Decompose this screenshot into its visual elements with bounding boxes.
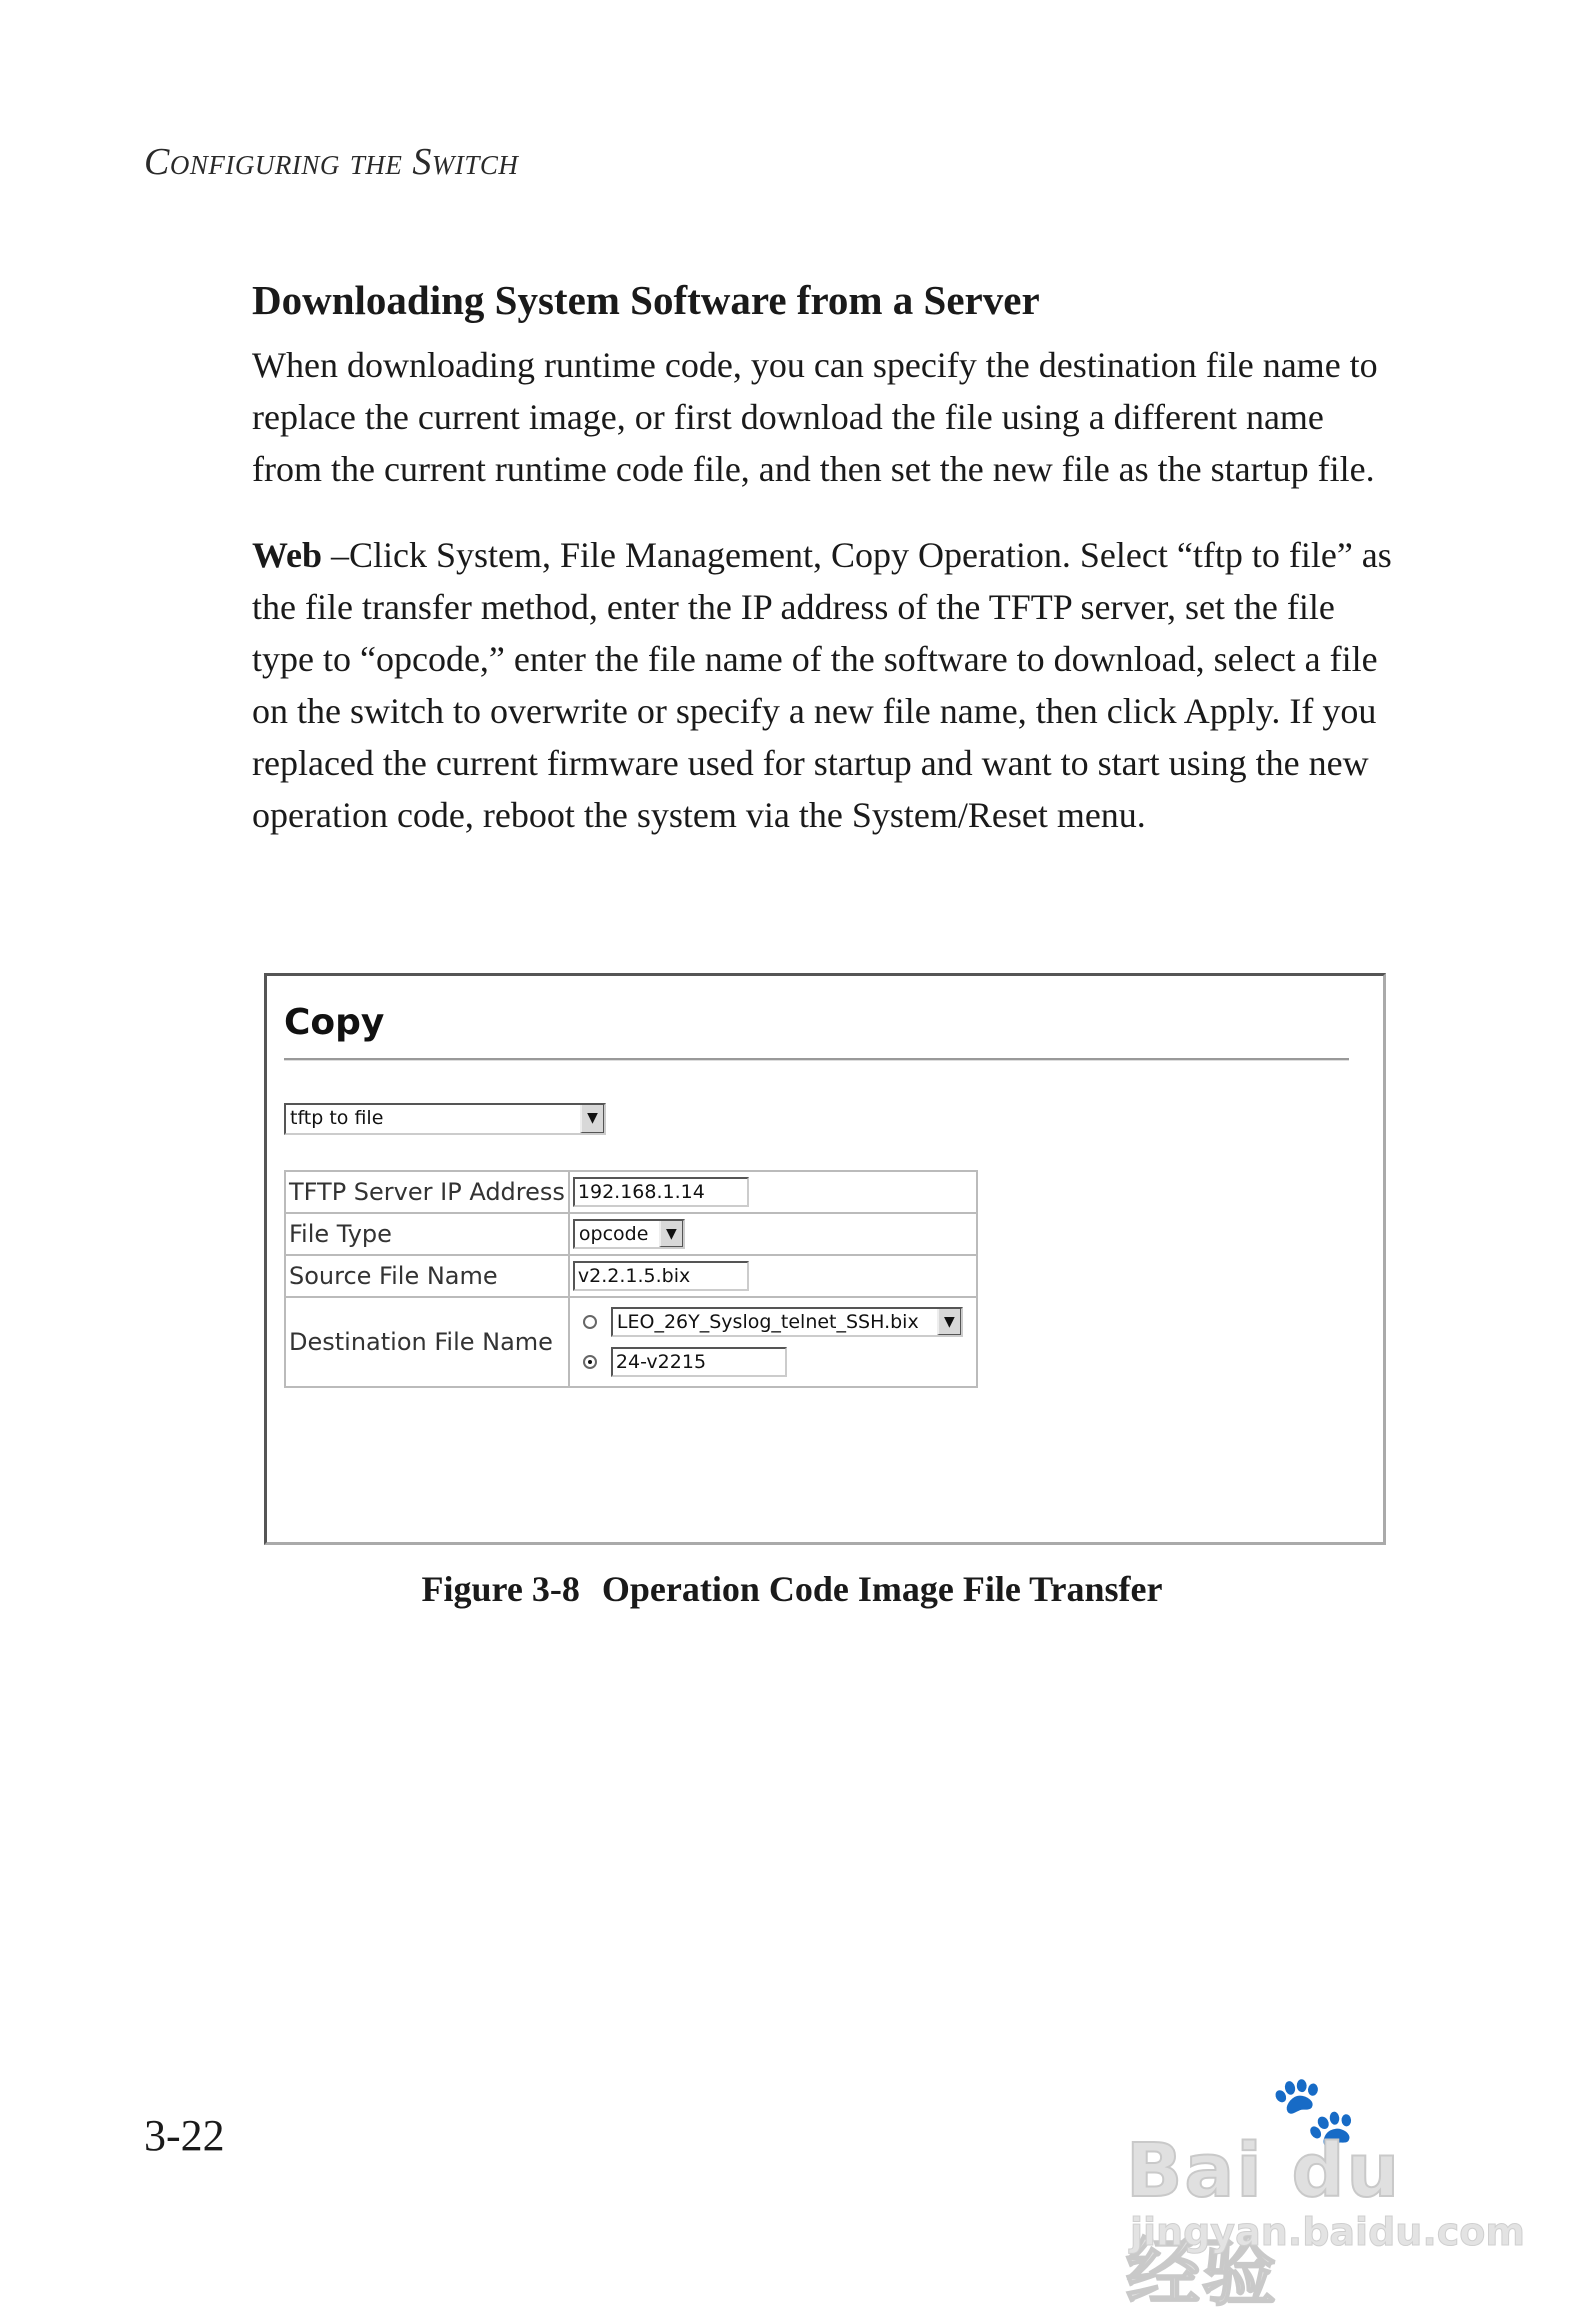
chevron-down-icon: ▼ [580,1105,604,1133]
watermark-site: jingyan.baidu.com [1130,2210,1525,2254]
copy-method-value: tftp to file [290,1107,384,1129]
dest-new-input[interactable]: 24-v2215 [611,1347,787,1377]
dest-existing-select[interactable] [611,1307,963,1337]
source-file-label: Source File Name [285,1255,569,1297]
intro-paragraph: When downloading runtime code, you can specify the destination file name to replace the current image, or first download the file using a different name from the current runtime code file, and then set the new file as the startup file. [252,345,1378,490]
table-row [285,1297,977,1387]
title-divider [284,1058,1349,1061]
source-file-input[interactable]: v2.2.1.5.bix [573,1261,749,1291]
running-head: Configuring the Switch [144,141,519,183]
tftp-server-input[interactable]: 192.168.1.14 [573,1177,749,1207]
dest-existing-value: LEO_26Y_Syslog_telnet_SSH.bix [616,1311,919,1333]
destination-file-label: Destination File Name [285,1297,569,1387]
main-content [252,276,1402,841]
figure-title: Copy [284,1002,385,1043]
web-instructions: –Click System, File Management, Copy Operation. Select “tftp to file” as the file transfer method, enter the IP address of the TFTP server, set the file type to “opcode,” enter the file name of the software to download, select a file on the switch to overwrite or specify a new file name, then click Apply. If you replaced the current firmware used for startup and want to start using the new operation code, reboot the system via the System/Reset menu. [252,535,1392,836]
figure-caption [0,1568,1584,1610]
source-file-cell [569,1255,977,1297]
tftp-server-label: TFTP Server IP Address [285,1171,569,1213]
file-type-value: opcode [578,1223,649,1245]
copy-fields-table [284,1170,978,1388]
watermark-brand: Bai du 经验 [1126,2128,1402,2316]
chevron-down-icon: ▼ [937,1309,961,1335]
file-type-label: File Type [285,1213,569,1255]
chevron-down-icon: ▼ [659,1221,683,1247]
table-row [285,1255,977,1297]
dest-new-radio[interactable] [583,1355,597,1369]
baidu-watermark [1120,2070,1525,2316]
dest-existing-radio[interactable] [583,1315,597,1329]
table-row [285,1171,977,1213]
file-type-select[interactable] [573,1219,685,1249]
dest-existing-row [573,1302,973,1342]
destination-file-cell [569,1297,977,1387]
file-type-cell [569,1213,977,1255]
figure-number: Figure 3-8 [421,1569,580,1609]
copy-figure [264,973,1386,1545]
table-row [285,1213,977,1255]
dest-new-row [573,1342,973,1382]
tftp-server-cell [569,1171,977,1213]
copy-method-select[interactable] [284,1103,606,1135]
page-number: 3-22 [144,2111,225,2160]
figure-caption-text: Operation Code Image File Transfer [601,1569,1163,1609]
web-paragraph [252,529,1402,841]
web-label: Web [252,535,323,576]
paw-icon: 🐾 [1270,2070,1358,2152]
section-title: Downloading System Software from a Server [252,277,1040,323]
